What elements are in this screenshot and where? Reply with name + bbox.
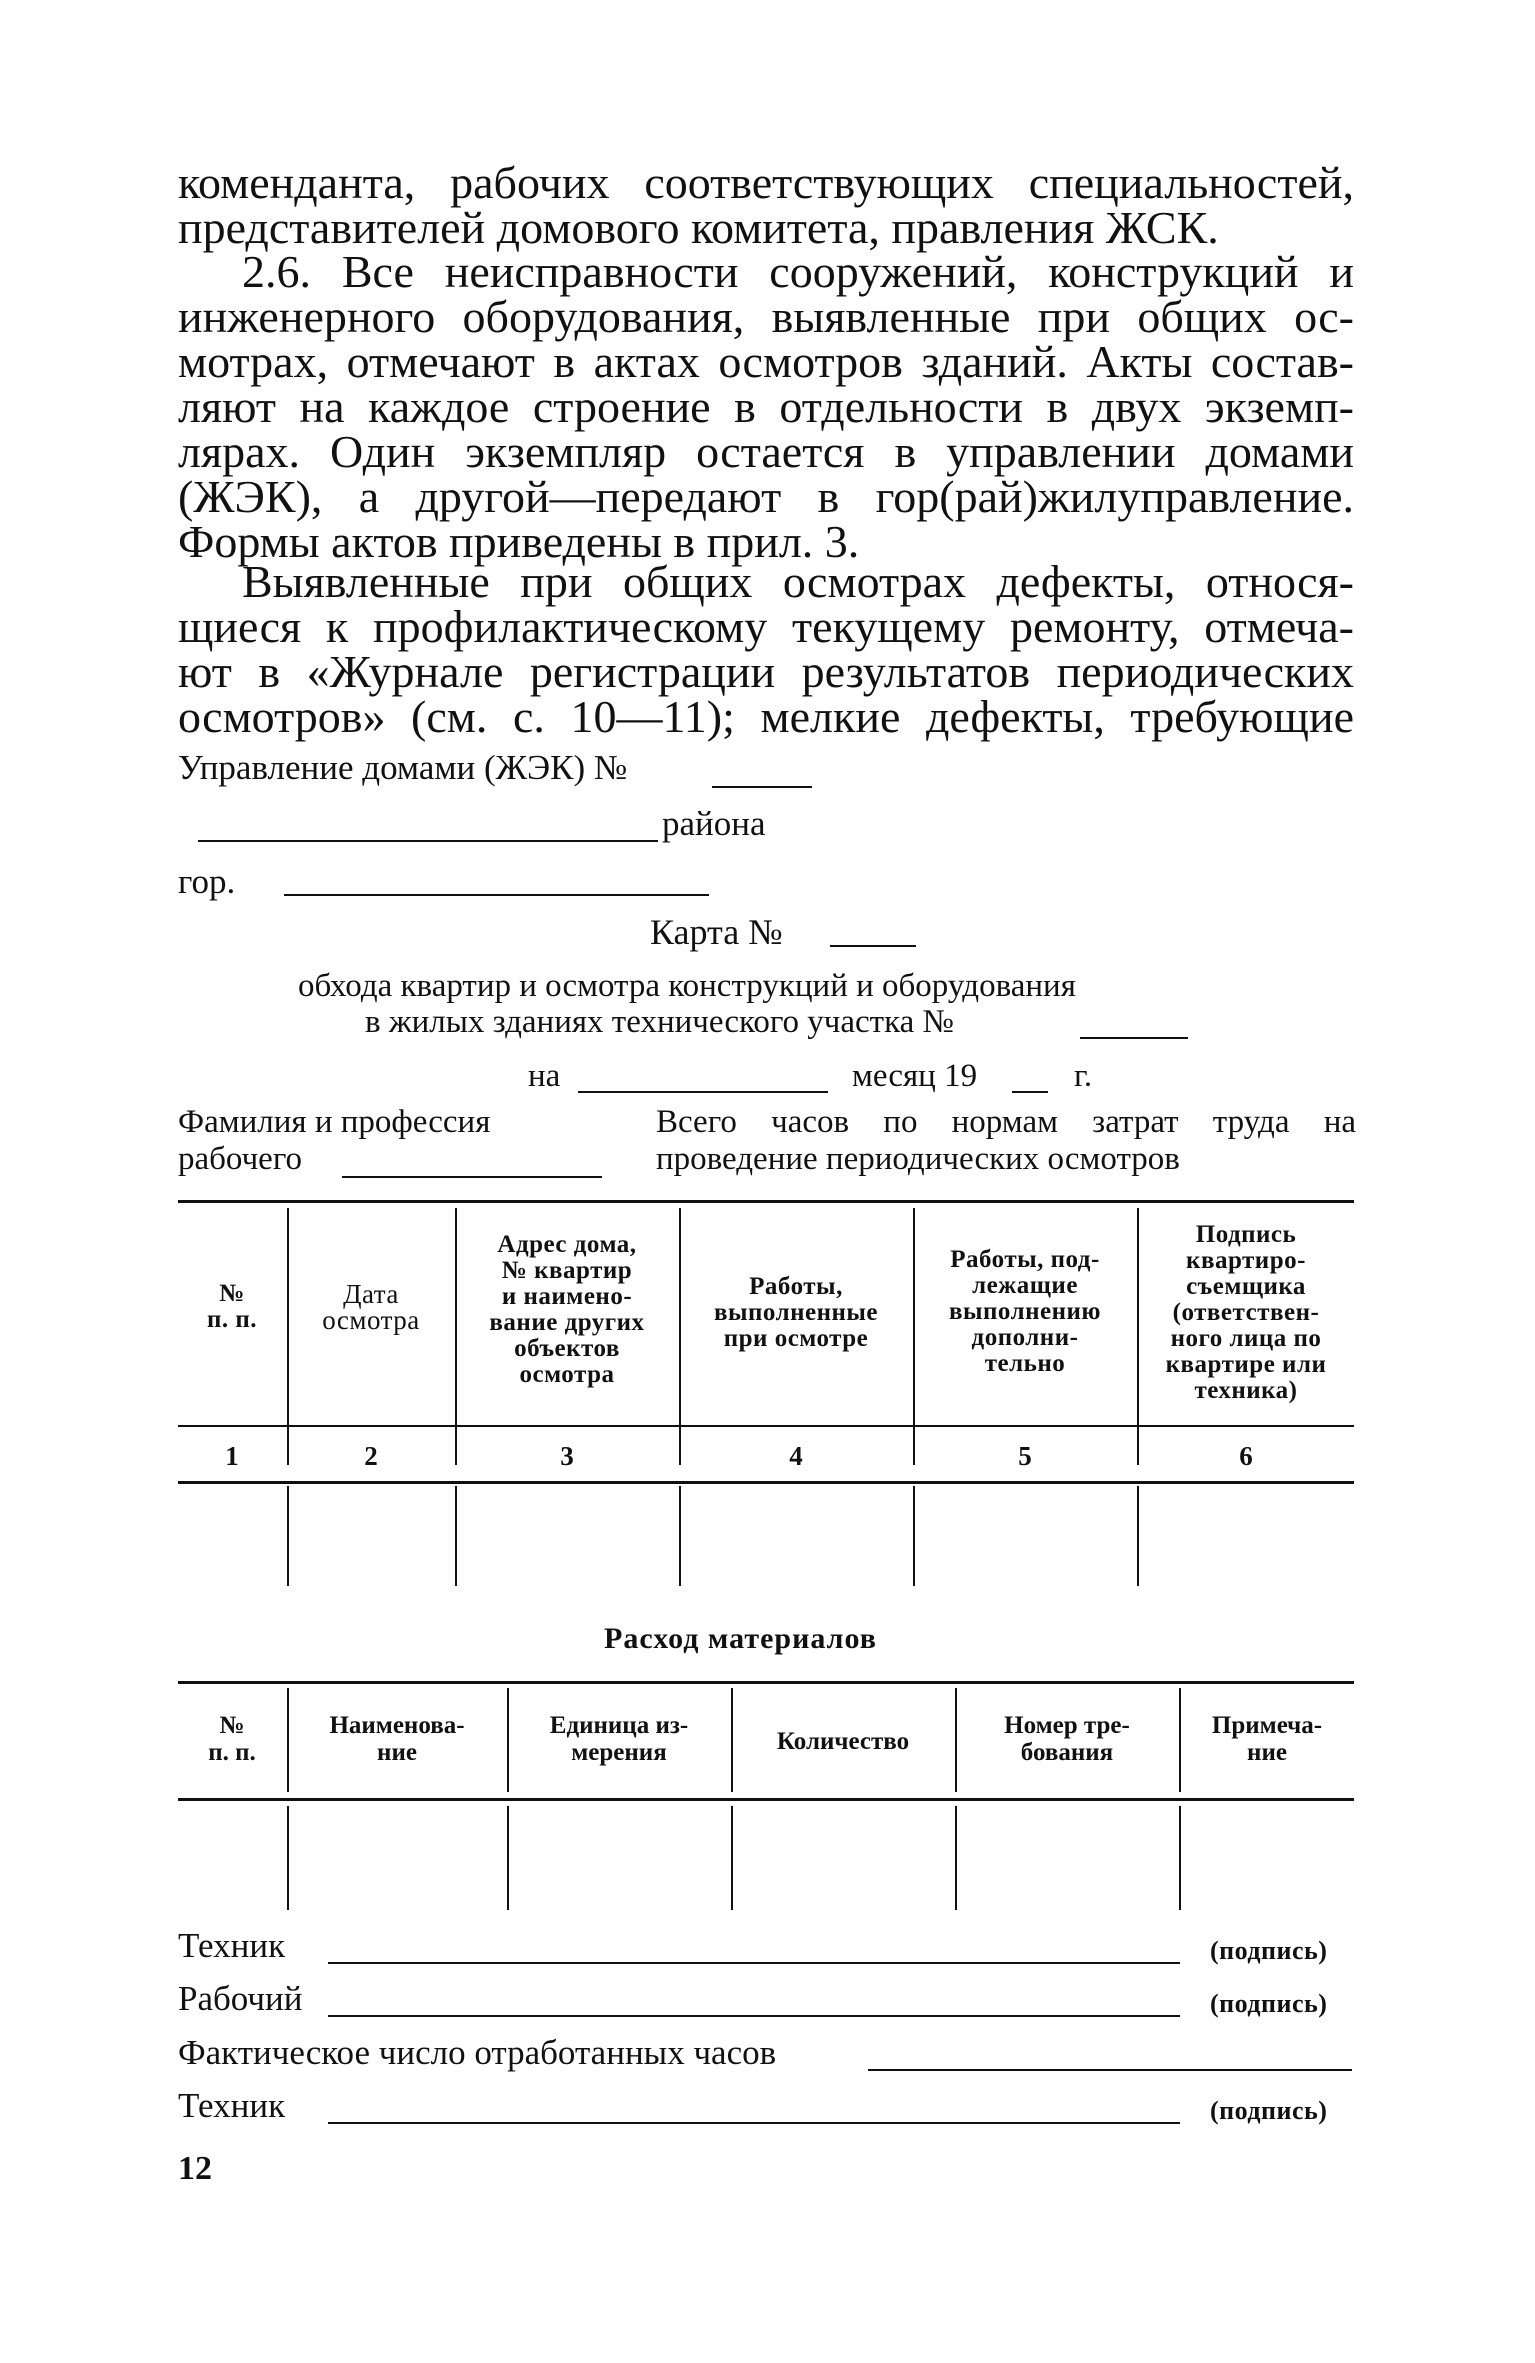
year-suffix: г. xyxy=(1074,1058,1093,1094)
text-line: инженерного оборудования, выявленные при общих ос- xyxy=(178,291,1354,342)
worker-label-2: рабочего xyxy=(178,1141,303,1177)
text-line: Выявленные при общих осмотрах дефекты, относя- xyxy=(242,556,1354,607)
header-cell-works-done: Работы, выполненные при осмотре xyxy=(713,1273,879,1352)
column-divider xyxy=(287,1486,289,1586)
paragraph-2 xyxy=(178,246,1354,567)
column-number-2: 2 xyxy=(364,1441,378,1471)
text-line: коменданта, рабочих соответствующих специальностей, xyxy=(178,157,1354,208)
column-number-6: 6 xyxy=(1239,1441,1253,1471)
column-divider xyxy=(913,1208,915,1465)
column-divider xyxy=(679,1486,681,1586)
materials-header-bottom-rule xyxy=(178,1798,1354,1801)
card-number-blank[interactable] xyxy=(830,945,916,947)
worker-signature-line[interactable] xyxy=(328,2015,1180,2017)
technician-2-label: Техник xyxy=(178,2086,286,2125)
signature-note: (подпись) xyxy=(1210,1989,1328,2018)
header-cell-works-additional: Работы, под- лежащие выполнению дополни- тельно xyxy=(948,1246,1102,1377)
materials-header-unit: Единица из- мерения xyxy=(549,1712,689,1766)
column-divider xyxy=(287,1208,289,1465)
year-blank[interactable] xyxy=(1012,1091,1048,1093)
month-label: месяц 19 xyxy=(852,1058,978,1094)
district-blank[interactable] xyxy=(198,840,658,842)
text-line: ют в «Журнале регистрации результатов периодических xyxy=(178,646,1354,697)
header-cell-date: Дата осмотра xyxy=(322,1279,420,1335)
column-divider xyxy=(731,1688,733,1792)
worker-name-blank[interactable] xyxy=(342,1176,602,1178)
materials-header-request: Номер тре- бования xyxy=(1004,1712,1130,1766)
city-label: гор. xyxy=(178,862,236,901)
header-cell-signature: Подпись квартиро- съемщика (ответствен- ного лица по квартире или техника) xyxy=(1165,1221,1327,1404)
column-number-3: 3 xyxy=(560,1441,574,1471)
hours-label-2: проведение периодических осмотров xyxy=(656,1141,1180,1177)
technician-2-signature-line[interactable] xyxy=(328,2122,1180,2124)
text-line: представителей домового комитета, правления ЖСК. xyxy=(178,202,1219,253)
text-line: осмотров» (см. с. 10—11); мелкие дефекты, требующие xyxy=(178,691,1354,742)
signature-note: (подпись) xyxy=(1210,2096,1328,2125)
page-number: 12 xyxy=(178,2150,212,2187)
column-number-1: 1 xyxy=(225,1441,239,1471)
column-number-4: 4 xyxy=(789,1441,803,1471)
column-number-5: 5 xyxy=(1018,1441,1032,1471)
materials-top-rule xyxy=(178,1681,1354,1684)
column-divider xyxy=(287,1806,289,1910)
header-bottom-rule xyxy=(178,1425,1354,1427)
text-line: лярах. Один экземпляр остается в управлении домами xyxy=(178,426,1354,477)
signature-note: (подпись) xyxy=(1210,1936,1328,1965)
text-line: мотрах, отмечают в актах осмотров зданий. Акты состав- xyxy=(178,336,1354,387)
card-label: Карта № xyxy=(650,912,783,952)
column-divider xyxy=(731,1806,733,1910)
column-divider xyxy=(955,1806,957,1910)
actual-hours-label: Фактическое число отработанных часов xyxy=(178,2033,777,2072)
materials-header-notes: Примеча- ние xyxy=(1211,1712,1323,1766)
column-divider xyxy=(455,1486,457,1586)
column-divider xyxy=(1137,1486,1139,1586)
materials-header-name: Наименова- ние xyxy=(329,1712,465,1766)
column-divider xyxy=(1137,1208,1139,1465)
management-label: Управление домами (ЖЭК) № xyxy=(178,748,628,787)
number-row-bottom-rule xyxy=(178,1481,1354,1484)
column-divider xyxy=(287,1688,289,1792)
text-line: 2.6. Все неисправности сооружений, конструкций и xyxy=(242,246,1354,297)
district-label: района xyxy=(662,804,766,843)
paragraph-1 xyxy=(178,157,1354,253)
city-blank[interactable] xyxy=(284,894,709,896)
materials-header-number: № п. п. xyxy=(208,1712,256,1766)
card-subtitle-2: в жилых зданиях технического участка № xyxy=(365,1004,955,1040)
header-cell-address: Адрес дома, № квартир и наимено- вание других объектов осмотра xyxy=(489,1231,645,1388)
technician-signature-line[interactable] xyxy=(328,1962,1180,1964)
actual-hours-line[interactable] xyxy=(868,2069,1352,2071)
column-divider xyxy=(507,1806,509,1910)
column-divider xyxy=(679,1208,681,1465)
text-line: (ЖЭК), а другой—передают в гор(рай)жилуправление. xyxy=(178,471,1354,522)
column-divider xyxy=(455,1208,457,1465)
worker-label-1: Фамилия и профессия xyxy=(178,1104,491,1140)
header-cell-number: № п. п. xyxy=(206,1280,258,1333)
column-divider xyxy=(1179,1806,1181,1910)
materials-title: Расход материалов xyxy=(604,1622,877,1655)
hours-label-1: Всего часов по нормам затрат труда на xyxy=(656,1104,1356,1140)
column-divider xyxy=(955,1688,957,1792)
text-line: ляют на каждое строение в отдельности в двух экземп- xyxy=(178,381,1354,432)
month-prefix: на xyxy=(528,1058,561,1094)
column-divider xyxy=(913,1486,915,1586)
technician-label: Техник xyxy=(178,1926,286,1965)
card-subtitle-1: обхода квартир и осмотра конструкций и оборудования xyxy=(298,968,1076,1004)
text-line: щиеся к профилактическому текущему ремонту, отмеча- xyxy=(178,601,1354,652)
text-line: Формы актов приведены в прил. 3. xyxy=(178,516,860,567)
worker-signature-label: Рабочий xyxy=(178,1979,303,2018)
table-top-rule xyxy=(178,1200,1354,1203)
management-blank[interactable] xyxy=(712,786,812,788)
month-blank[interactable] xyxy=(578,1091,828,1093)
column-divider xyxy=(507,1688,509,1792)
section-number-blank[interactable] xyxy=(1080,1037,1188,1039)
column-divider xyxy=(1179,1688,1181,1792)
paragraph-3 xyxy=(178,556,1354,742)
materials-header-quantity: Количество xyxy=(776,1728,910,1755)
